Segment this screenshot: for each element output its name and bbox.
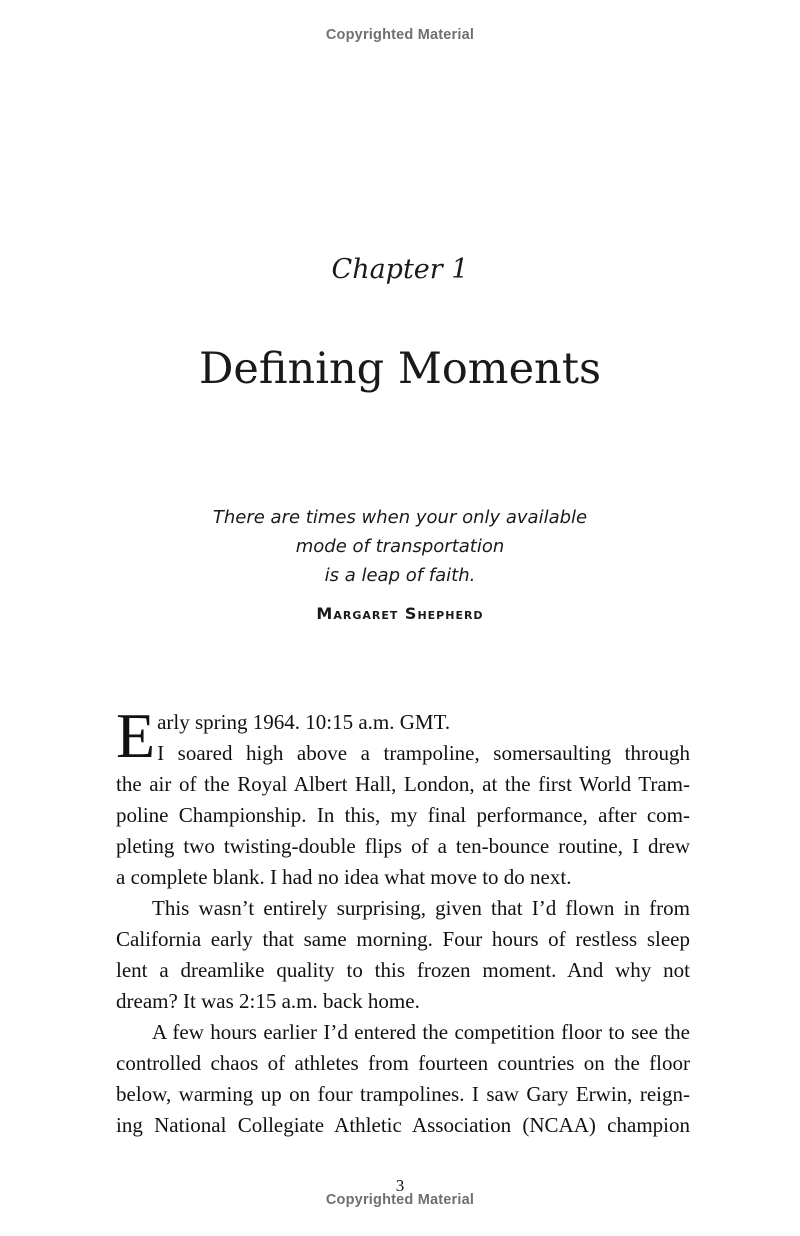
body-line: poline Championship. In this, my final performance, after com-	[116, 803, 690, 827]
body-line: below, warming up on four trampolines. I saw Gary Erwin, reign-	[116, 1082, 690, 1106]
epigraph	[150, 503, 650, 590]
opening-paragraph	[116, 707, 690, 769]
chapter-title: Defining Moments	[198, 344, 602, 394]
page-number: 3	[395, 1176, 405, 1195]
body-line: the air of the Royal Albert Hall, London, at the first World Tram-	[116, 772, 690, 796]
copyright-watermark-top: Copyrighted Material	[325, 27, 475, 43]
body-line: dream? It was 2:15 a.m. back home.	[116, 989, 420, 1013]
epigraph-line: mode of transportation	[295, 536, 505, 557]
epigraph-author: Margaret Shepherd	[316, 604, 484, 623]
epigraph-line: is a leap of faith.	[324, 565, 476, 586]
body-line: controlled chaos of athletes from fourteen countries on the floor	[116, 1051, 690, 1075]
body-line: arly spring 1964. 10:15 a.m. GMT.	[157, 710, 451, 734]
body-line: pleting two twisting-double flips of a ten-bounce routine, I drew	[116, 834, 690, 858]
body-line: A few hours earlier I’d entered the competition floor to see the	[152, 1020, 690, 1044]
chapter-label: Chapter 1	[331, 254, 469, 285]
body-line: I soared high above a trampoline, somersaulting through	[157, 741, 690, 765]
copyright-watermark-bottom: Copyrighted Material	[325, 1192, 475, 1208]
body-line: a complete blank. I had no idea what move to do next.	[116, 865, 572, 889]
body-line: California early that same morning. Four hours of restless sleep	[116, 927, 690, 951]
drop-cap: E	[116, 707, 156, 769]
chapter-body-text	[116, 707, 690, 1141]
body-line: This wasn’t entirely surprising, given that I’d flown in from	[152, 896, 690, 920]
epigraph-line: There are times when your only available	[212, 507, 588, 528]
body-line: ing National Collegiate Athletic Association (NCAA) champion	[116, 1113, 690, 1137]
body-line: lent a dreamlike quality to this frozen moment. And why not	[116, 958, 690, 982]
